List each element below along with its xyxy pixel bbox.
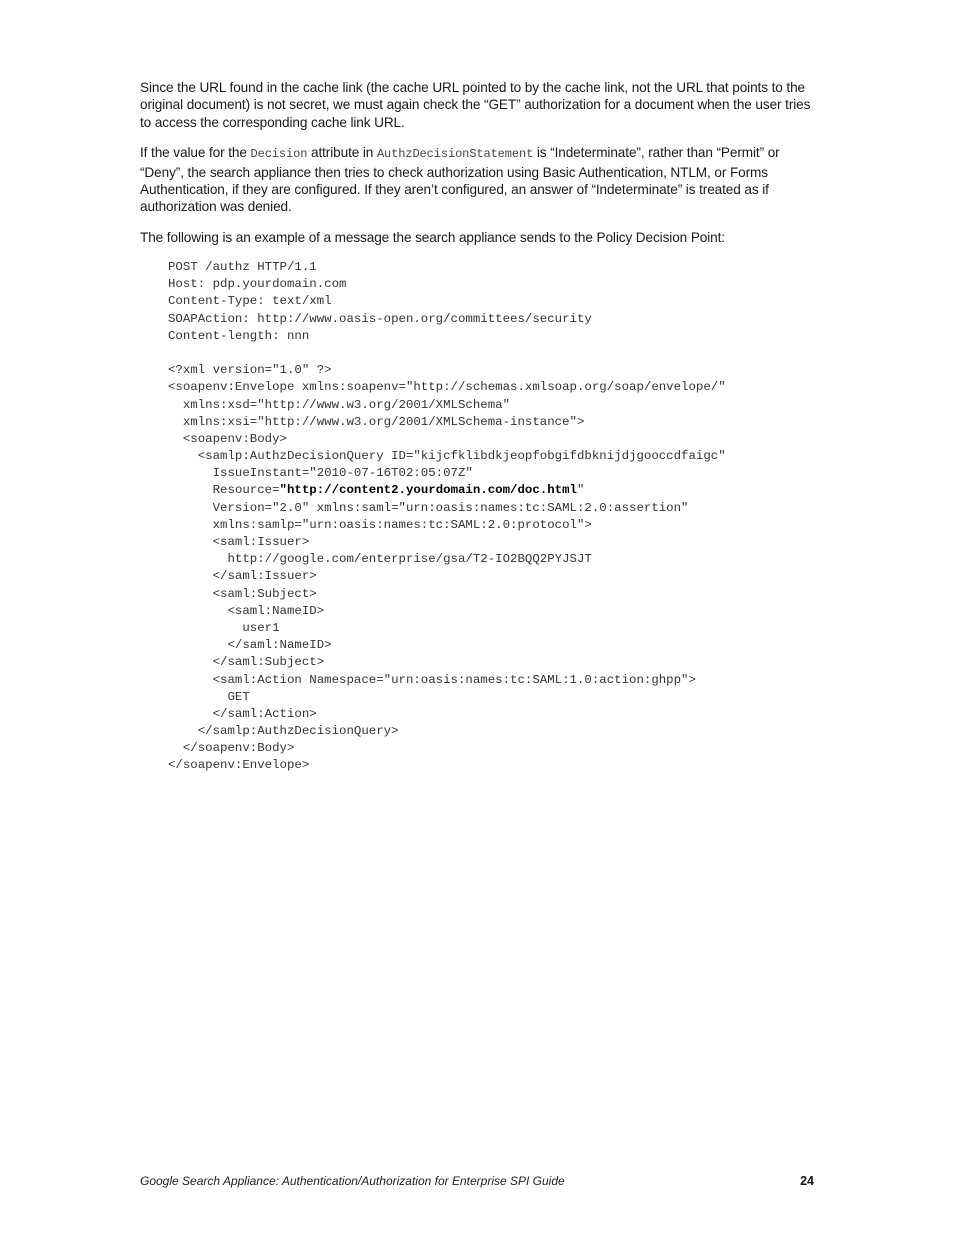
paragraph-example-intro: The following is an example of a message the search appliance sends to the Policy Decision Point: (140, 229, 725, 245)
code-line: xmlns:xsi="http://www.w3.org/2001/XMLSchema-instance"> (168, 414, 585, 429)
code-line: </soapenv:Body> (168, 741, 295, 756)
code-line: </saml:Subject> (168, 655, 325, 670)
code-line: IssueInstant="2010-07-16T02:05:07Z" (168, 466, 473, 481)
paragraph-text: is “Indeterminate”, rather than “Permit” or “Deny”, the search appliance then tries to check authorization using Basic Authentication, NTLM, or Forms Authentication, if they are configured. If they aren’t configured, an answer of “Indeterminate” is treated as if authorization was denied. (140, 145, 780, 215)
code-line: <soapenv:Envelope xmlns:soapenv="http://schemas.xmlsoap.org/soap/envelope/" (168, 380, 726, 395)
code-line: <samlp:AuthzDecisionQuery ID="kijcfklibdkjeopfobgifdbknijdjgooccdfaigc" (168, 449, 726, 464)
code-line: </saml:NameID> (168, 638, 332, 653)
code-resource-url: "http://content2.yourdomain.com/doc.html (279, 483, 577, 498)
code-line: Host: pdp.yourdomain.com (168, 277, 347, 292)
code-line: <saml:NameID> (168, 603, 325, 618)
code-line: Content-length: nnn (168, 328, 310, 343)
code-line: Version="2.0" xmlns:saml="urn:oasis:names:tc:SAML:2.0:assertion" (168, 500, 689, 515)
code-block-example-message (168, 259, 726, 775)
footer-document-title: Google Search Appliance: Authentication/Authorization for Enterprise SPI Guide (140, 1174, 565, 1188)
code-line: <saml:Action Namespace="urn:oasis:names:tc:SAML:1.0:action:ghpp"> (168, 672, 696, 687)
inline-code-authz-statement: AuthzDecisionStatement (376, 147, 534, 162)
code-line: http://google.com/enterprise/gsa/T2-IO2BQQ2PYJSJT (168, 552, 592, 567)
code-line: <?xml version="1.0" ?> (168, 363, 332, 378)
code-line-blank (168, 345, 726, 362)
footer-page-number: 24 (800, 1174, 814, 1188)
paragraph-text: attribute in (307, 145, 377, 161)
code-text: " (576, 483, 585, 498)
code-line: SOAPAction: http://www.oasis-open.org/committees/security (168, 311, 592, 326)
code-line: </soapenv:Envelope> (168, 758, 310, 773)
code-line: POST /authz HTTP/1.1 (168, 260, 317, 274)
code-line: Content-Type: text/xml (168, 294, 332, 309)
code-line-resource (168, 482, 726, 499)
code-line: GET (168, 689, 250, 704)
code-line: </saml:Action> (168, 706, 317, 721)
code-line: </samlp:AuthzDecisionQuery> (168, 724, 399, 739)
code-line: xmlns:samlp="urn:oasis:names:tc:SAML:2.0:protocol"> (168, 517, 592, 532)
code-text: Resource= (168, 483, 280, 498)
code-line: <saml:Subject> (168, 586, 317, 601)
code-line: user1 (168, 620, 280, 635)
inline-code-decision: Decision (250, 147, 308, 162)
code-line: </saml:Issuer> (168, 569, 317, 584)
page-body (140, 79, 812, 259)
paragraph-cache-link: Since the URL found in the cache link (the cache URL pointed to by the cache link, not the URL that points to the original document) is not secret, we must again check the “GET” authorization for a document when the user tries to access the corresponding cache link URL. (140, 80, 811, 130)
paragraph-indeterminate (140, 144, 812, 216)
paragraph-text: If the value for the (140, 145, 251, 161)
code-line: <saml:Issuer> (168, 535, 310, 549)
code-line: <soapenv:Body> (168, 431, 287, 446)
code-line: xmlns:xsd="http://www.w3.org/2001/XMLSchema" (168, 397, 511, 412)
